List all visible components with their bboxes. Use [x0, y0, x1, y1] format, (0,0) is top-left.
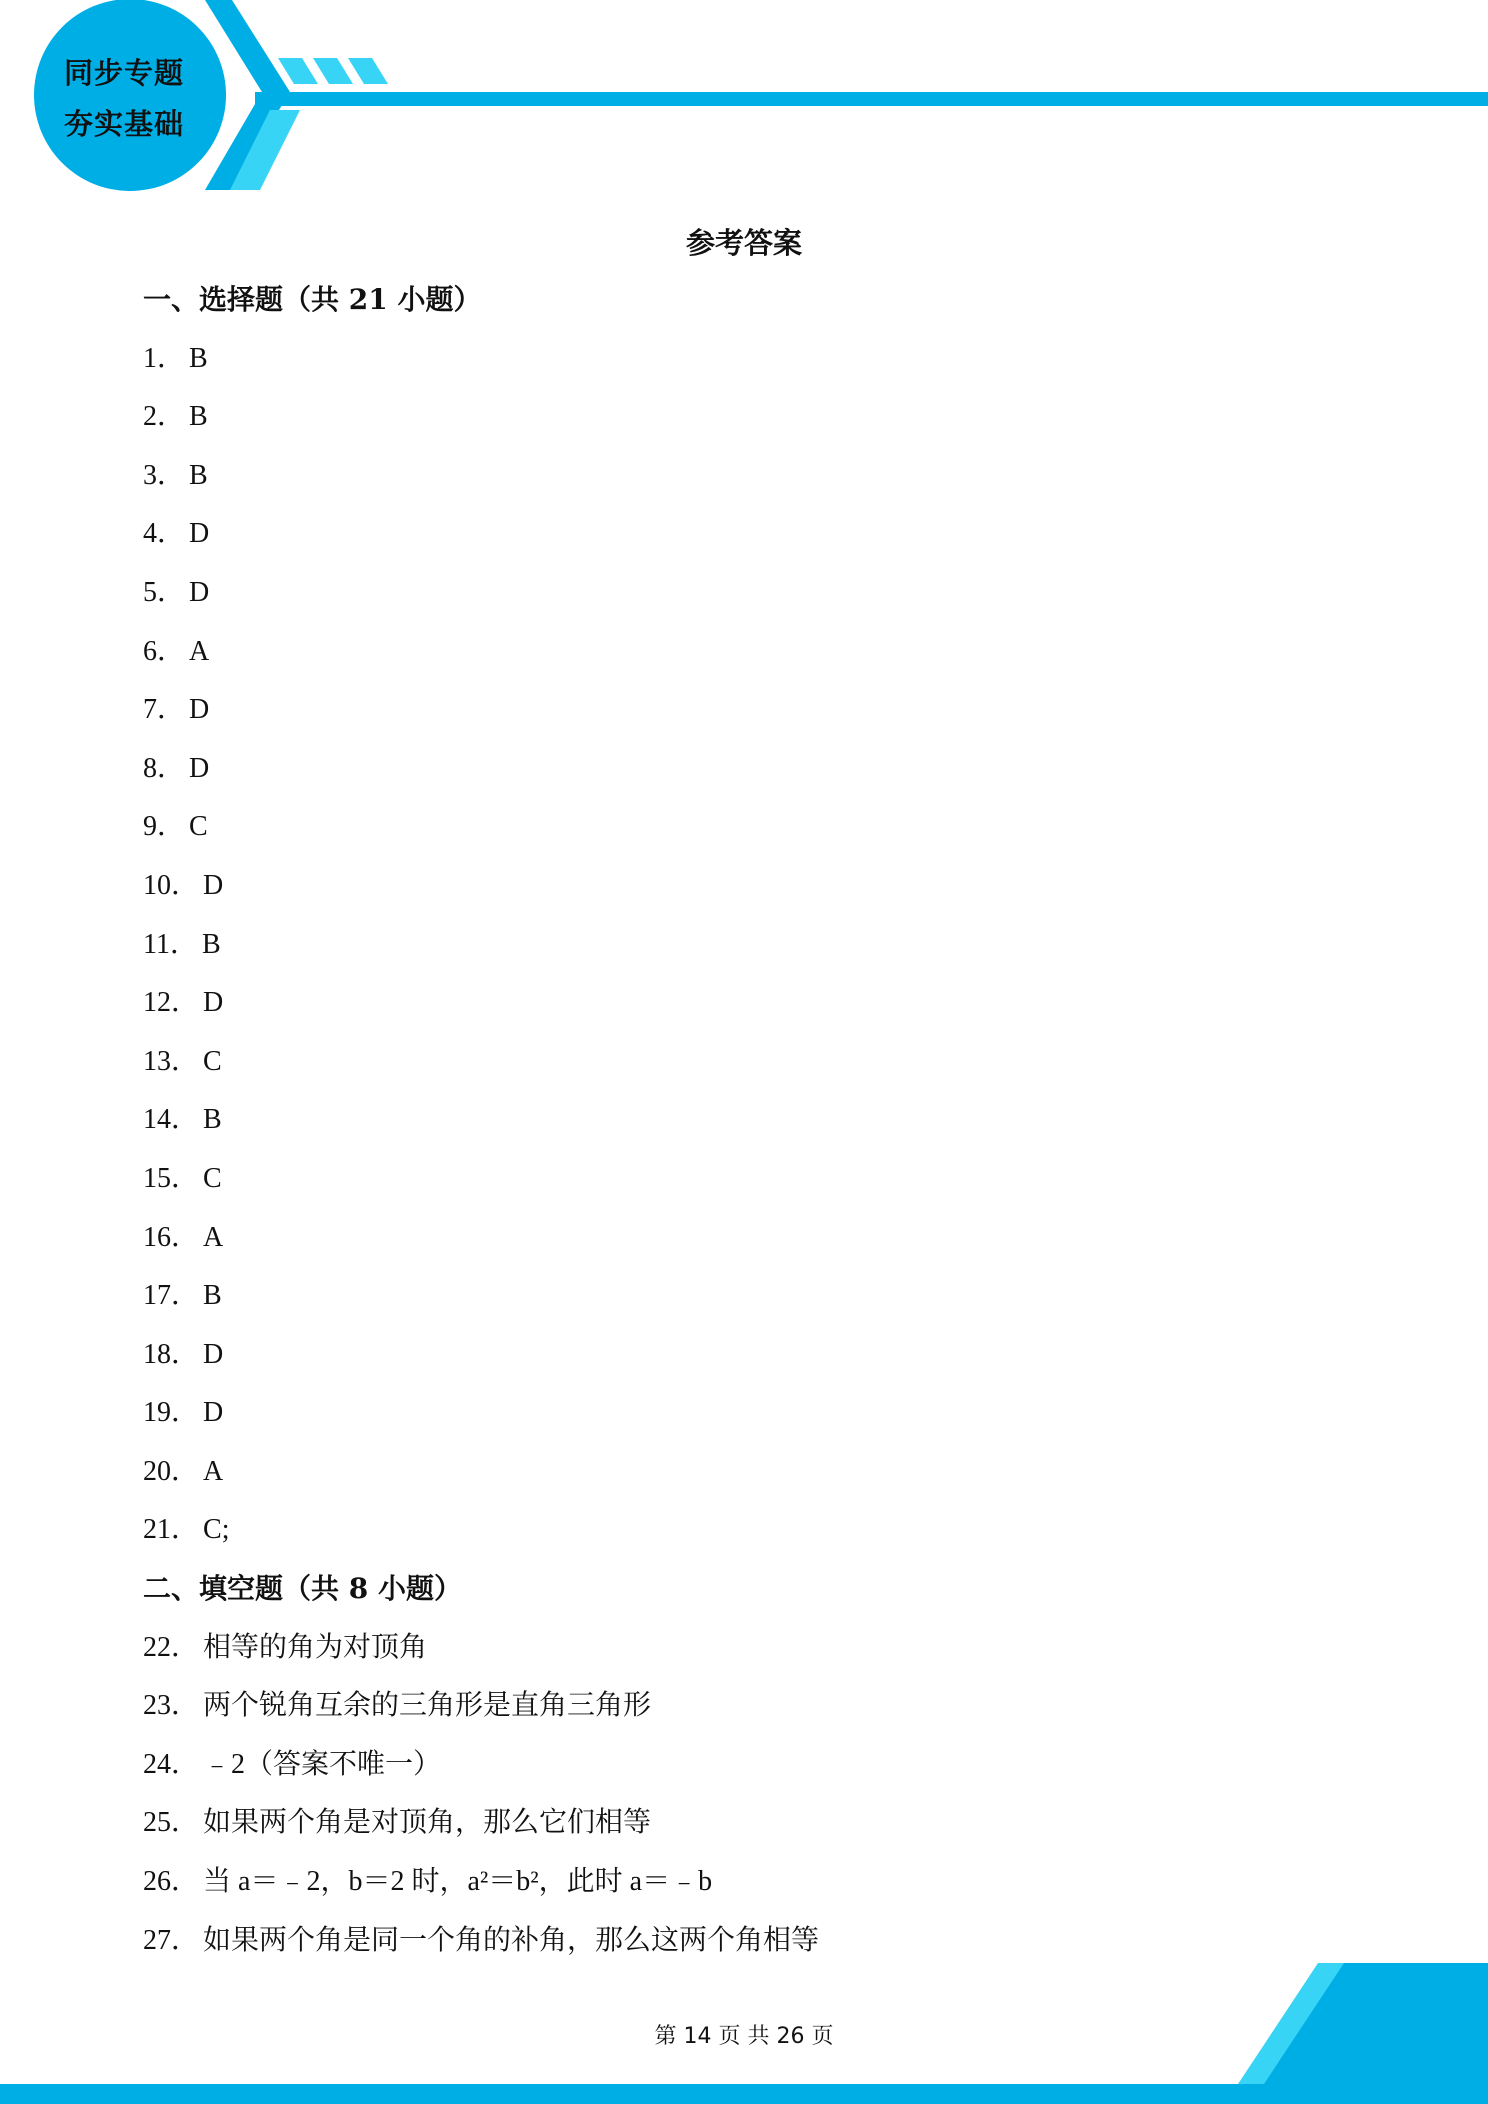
answer-text: D	[203, 987, 224, 1019]
section-heading-fill: 二、填空题（共 8 小题）	[143, 1572, 462, 1606]
badge-line1: 同步专题	[63, 56, 184, 90]
page-title: 参考答案	[685, 226, 802, 260]
answer-item	[143, 866, 1343, 925]
answer-item	[143, 1276, 1343, 1335]
answer-number: 16．	[143, 1221, 200, 1253]
answer-number: 13．	[143, 1045, 200, 1077]
answer-number: 21．	[143, 1514, 200, 1546]
answer-number: 2．	[143, 401, 186, 433]
answer-item	[143, 1159, 1343, 1218]
answer-number: 4．	[143, 518, 186, 550]
answer-item	[143, 1218, 1343, 1277]
answer-item	[143, 1745, 1343, 1804]
answer-text: D	[203, 1338, 224, 1370]
answer-item	[143, 1803, 1343, 1862]
answer-item	[143, 1510, 1343, 1569]
answer-text: D	[189, 752, 210, 784]
answer-number: 17．	[143, 1280, 200, 1312]
answer-text: D	[189, 694, 210, 726]
answer-text: B	[203, 1280, 222, 1312]
answer-number: 3．	[143, 459, 186, 491]
answer-number: 10．	[143, 869, 200, 901]
answer-text: 相等的角为对顶角	[203, 1631, 428, 1663]
page-number: 第 14 页 共 26 页	[654, 2024, 834, 2049]
answer-item	[143, 632, 1343, 691]
answer-number: 19．	[143, 1397, 200, 1429]
answer-text: C	[203, 1162, 222, 1194]
choice-answers	[143, 339, 1343, 1569]
answer-item	[143, 690, 1343, 749]
answer-number: 23．	[143, 1690, 200, 1722]
answer-text: 两个锐角互余的三角形是直角三角形	[203, 1690, 652, 1722]
answer-text: C;	[203, 1514, 230, 1546]
answer-number: 26．	[143, 1866, 200, 1898]
answer-number: 18．	[143, 1338, 200, 1370]
answer-text: C	[203, 1045, 222, 1077]
answer-item	[143, 1686, 1343, 1745]
answer-item	[143, 1393, 1343, 1452]
answer-text: A	[203, 1221, 224, 1253]
answer-text: B	[201, 928, 221, 960]
answer-number: 9．	[143, 811, 186, 843]
answer-item	[143, 925, 1343, 984]
answer-item	[143, 339, 1343, 398]
answer-text: B	[203, 1104, 222, 1136]
answer-item	[143, 573, 1343, 632]
header-banner	[0, 0, 1488, 200]
answer-number: 1．	[143, 342, 186, 374]
answer-text: C	[189, 811, 208, 843]
answer-text: D	[203, 1397, 224, 1429]
answer-item	[143, 983, 1343, 1042]
answer-number: 22．	[143, 1631, 200, 1663]
answer-number: 8．	[143, 752, 186, 784]
answer-item	[143, 749, 1343, 808]
answer-item	[143, 1862, 1343, 1921]
answer-number: 25．	[143, 1807, 200, 1839]
section-heading-choice: 一、选择题（共 21 小题）	[143, 283, 482, 316]
answer-text: B	[189, 459, 208, 491]
answer-item	[143, 807, 1343, 866]
footer-banner	[0, 1950, 1488, 2104]
badge-line2: 夯实基础	[63, 107, 184, 141]
answer-text: A	[203, 1455, 224, 1487]
answer-text: A	[189, 635, 210, 667]
answer-item	[143, 397, 1343, 456]
fill-answers	[143, 1628, 1343, 1980]
answer-number: 14．	[143, 1104, 200, 1136]
answer-number: 11．	[143, 928, 198, 960]
answer-number: 15．	[143, 1162, 200, 1194]
answer-number: 6．	[143, 635, 186, 667]
answer-text: B	[189, 401, 208, 433]
answer-text: 如果两个角是同一个角的补角，那么这两个角相等	[203, 1924, 820, 1956]
answer-item	[143, 1628, 1343, 1687]
answer-text: ﹣2（答案不唯一）	[203, 1748, 442, 1780]
answer-number: 27．	[143, 1924, 200, 1956]
answer-item	[143, 1452, 1343, 1511]
answer-number: 5．	[143, 576, 186, 608]
answer-number: 24．	[143, 1748, 200, 1780]
answer-item	[143, 1100, 1343, 1159]
answer-item	[143, 514, 1343, 573]
answer-text: 当 a＝﹣2，b＝2 时，a²＝b²，此时 a＝﹣b	[203, 1866, 713, 1898]
answer-text: D	[189, 518, 210, 550]
answer-number: 20．	[143, 1455, 200, 1487]
answer-number: 7．	[143, 694, 186, 726]
answer-number: 12．	[143, 987, 200, 1019]
answer-text: D	[189, 576, 210, 608]
answer-text: 如果两个角是对顶角，那么它们相等	[203, 1807, 652, 1839]
answer-item	[143, 1335, 1343, 1394]
answer-text: B	[189, 342, 208, 374]
answer-item	[143, 1042, 1343, 1101]
answer-list	[143, 280, 1343, 1979]
answer-item	[143, 456, 1343, 515]
answer-text: D	[203, 869, 224, 901]
